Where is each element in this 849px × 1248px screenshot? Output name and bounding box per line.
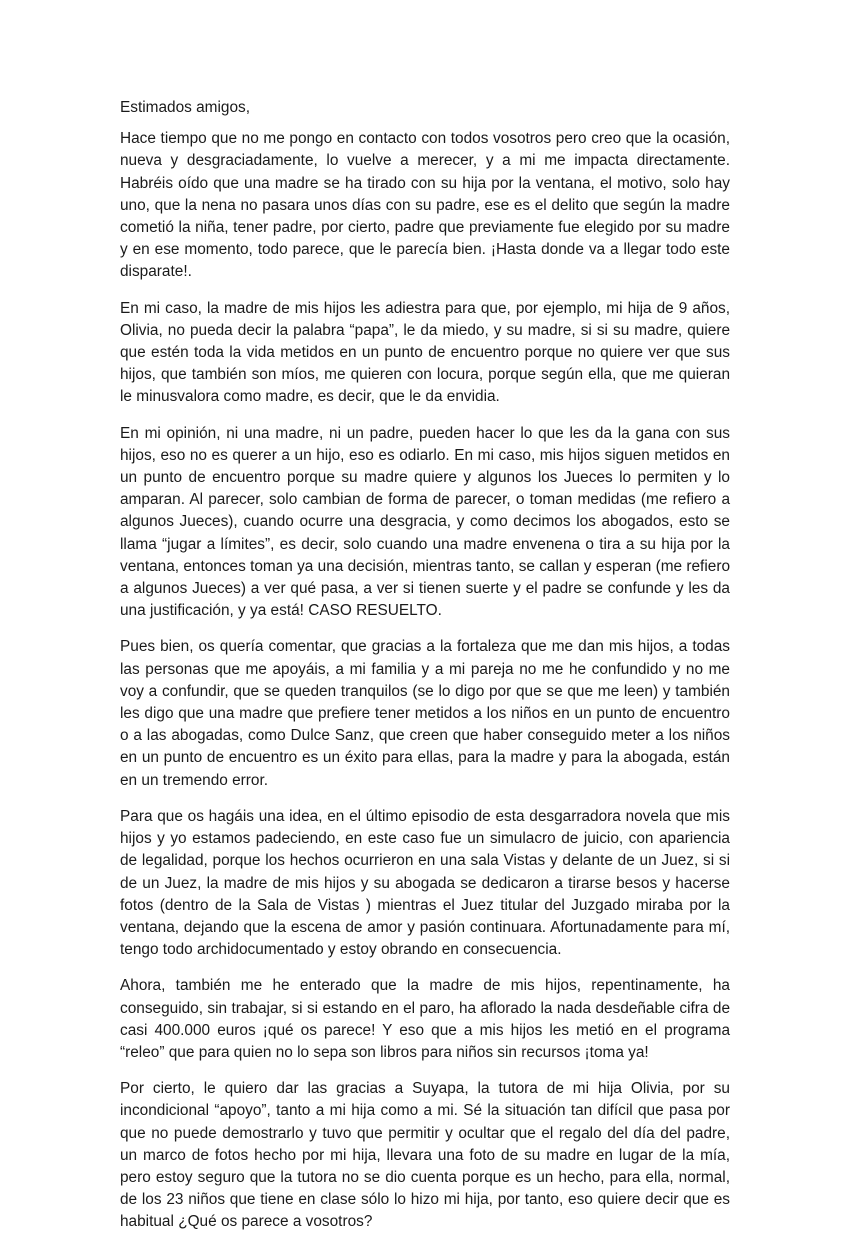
letter-paragraph-6: Ahora, también me he enterado que la madre de mis hijos, repentinamente, ha conseguido, sin trabajar, si si estando en el paro, ha aflorado la nada desdeñable cifra de casi 400.000 euros ¡qué os parece! Y eso que a mis hijos les metió en el programa “releo” que para quien no lo sepa son libros para niños sin recursos ¡toma ya! (120, 977, 730, 1061)
letter-paragraph-1: Hace tiempo que no me pongo en contacto con todos vosotros pero creo que la ocasión, nueva y desgraciadamente, lo vuelve a merecer, y a mi me impacta directamente. Habréis oído que una madre se ha tirado con su hija por la ventana, el motivo, solo hay uno, que la nena no pasara unos días con su padre, ese es el delito que según la madre cometió la niña, tener padre, por cierto, padre que previamente fue elegido por su madre y en ese momento, todo parece, que le parecía bien. ¡Hasta donde va a llegar todo este disparate!. (120, 130, 730, 281)
letter-paragraph-5: Para que os hagáis una idea, en el último episodio de esta desgarradora novela que mis hijos y yo estamos padeciendo, en este caso fue un simulacro de juicio, con apariencia de legalidad, porque los hechos ocurrieron en una sala Vistas y delante de un Juez, si si de un Juez, la madre de mis hijos y su abogada se dedicaron a tirarse besos y hacerse fotos (dentro de la Sala de Vistas ) mientras el Juez titular del Juzgado miraba por la ventana, dejando que la escena de amor y pasión continuara. Afortunadamente para mí, tengo todo archidocumentado y estoy obrando en consecuencia. (120, 807, 730, 959)
letter-paragraph-7: Por cierto, le quiero dar las gracias a Suyapa, la tutora de mi hija Olivia, por su incondicional “apoyo”, tanto a mi hija como a mi. Sé la situación tan difícil que pasa por que no puede demostrarlo y tuvo que permitir y ocultar que el regalo del día del padre, un marco de fotos hecho por mi hija, llevara una foto de su madre en lugar de la mía, pero estoy seguro que la tutora no se dio cuenta porque es un hecho, para ella, normal, de los 23 niños que tiene en clase sólo lo hizo mi hija, por tanto, eso quiere decir que es habitual ¿Qué os parece a vosotros? (120, 1080, 730, 1231)
letter-greeting: Estimados amigos, (120, 99, 251, 116)
letter-body (120, 97, 730, 1248)
letter-paragraph-3: En mi opinión, ni una madre, ni un padre, pueden hacer lo que les da la gana con sus hijos, eso no es querer a un hijo, eso es odiarlo. En mi caso, mis hijos siguen metidos en un punto de encuentro porque su madre quiere y algunos los Jueces lo permiten y lo amparan. Al parecer, solo cambian de forma de parecer, o toman medidas (me refiero a algunos Jueces), cuando ocurre una desgracia, y como decimos los abogados, esto se llama “jugar a límites”, es decir, solo cuando una madre envenena o tira a su hija por la ventana, entonces toman ya una decisión, mientras tanto, se callan y esperan (me refiero a algunos Jueces) a ver qué pasa, a ver si tienen suerte y el padre se confunde y les da una justificación, y ya está! CASO RESUELTO. (120, 424, 730, 620)
letter-paragraph-4: Pues bien, os quería comentar, que gracias a la fortaleza que me dan mis hijos, a todas las personas que me apoyáis, a mi familia y a mi pareja no me he confundido y no me voy a confundir, que se queden tranquilos (se lo digo por que se que me leen) y también les digo que una madre que prefiere tener metidos a los niños en un punto de encuentro o a las abogadas, como Dulce Sanz, que creen que haber conseguido meter a los niños en un punto de encuentro es un éxito para ellas, para la madre y para la abogada, están en un tremendo error. (120, 638, 730, 789)
letter-paragraph-2: En mi caso, la madre de mis hijos les adiestra para que, por ejemplo, mi hija de 9 años, Olivia, no pueda decir la palabra “papa”, le da miedo, y su madre, si si su madre, quiere que estén toda la vida metidos en un punto de encuentro porque no quiere ver que sus hijos, que también son míos, me quieren con locura, porque según ella, que me quieran le minusvalora como madre, es decir, que le da envidia. (120, 299, 730, 406)
